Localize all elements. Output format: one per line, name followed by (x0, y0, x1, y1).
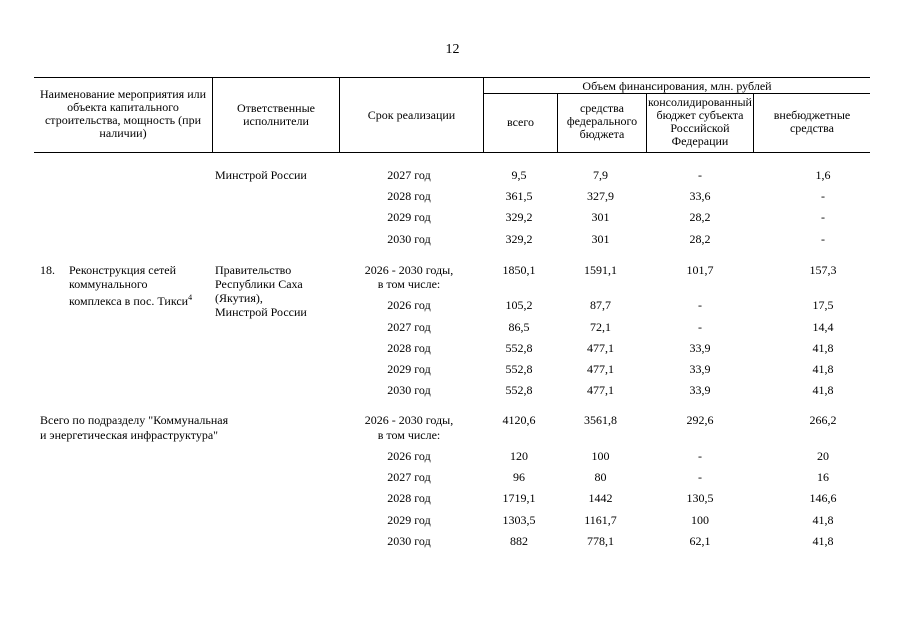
header-divider (212, 77, 213, 152)
total-cell: 1850,1 (502, 263, 536, 277)
federal-cell: 477,1 (587, 362, 614, 376)
term-cell: в том числе: (377, 277, 441, 291)
table-row (0, 168, 905, 184)
total-cell: 96 (513, 470, 525, 484)
total-cell: 120 (510, 449, 528, 463)
federal-cell: 7,9 (593, 168, 608, 182)
header-federal: средства федерального бюджета (566, 101, 638, 141)
federal-cell: 1442 (588, 491, 613, 505)
term-cell: 2028 год (387, 491, 431, 505)
regional-cell: - (698, 470, 702, 484)
extra-cell: 20 (817, 449, 829, 463)
footnote-marker: 4 (188, 293, 193, 302)
term-cell: 2029 год (387, 210, 431, 224)
extra-cell: 41,8 (812, 383, 834, 397)
header-name: Наименование мероприятия или объекта капитального строительства, мощность (при наличии) (39, 87, 207, 140)
regional-cell: - (698, 298, 702, 312)
term-cell: 2029 год (387, 513, 431, 527)
term-cell: 2026 год (387, 298, 431, 312)
table-row (0, 298, 905, 314)
federal-cell: 87,7 (590, 298, 611, 312)
header-funding: Объем финансирования, млн. рублей (582, 79, 772, 93)
federal-cell: 1161,7 (584, 513, 617, 527)
total-cell: 86,5 (508, 320, 530, 334)
summary-row (0, 413, 905, 429)
regional-cell: 33,9 (689, 341, 711, 355)
term-cell: 2030 год (387, 232, 431, 246)
extra-cell: 157,3 (809, 263, 837, 277)
extra-cell: 41,8 (812, 362, 834, 376)
executor-line: Республики Саха (215, 277, 303, 291)
term-cell: 2026 - 2030 годы, (364, 263, 454, 277)
total-cell: 552,8 (505, 362, 533, 376)
summary-row-cont (0, 277, 905, 293)
item-number: 18. (40, 263, 55, 277)
term-cell: в том числе: (377, 428, 441, 442)
executor-line: Минстрой России (215, 305, 307, 319)
regional-cell: 101,7 (686, 263, 714, 277)
extra-cell: - (821, 232, 825, 246)
extra-cell: 41,8 (812, 341, 834, 355)
total-cell: 882 (510, 534, 528, 548)
regional-cell: 292,6 (686, 413, 714, 427)
subtotal-name-line: и энергетическая инфраструктура" (40, 428, 219, 442)
header-executors: Ответственные исполнители (237, 101, 315, 128)
item-name-line: коммунального (69, 277, 148, 291)
extra-cell: 14,4 (812, 320, 834, 334)
regional-cell: - (698, 320, 702, 334)
federal-cell: 3561,8 (584, 413, 617, 427)
total-cell: 105,2 (505, 298, 533, 312)
term-cell: 2026 год (387, 449, 431, 463)
table-row (0, 491, 905, 507)
term-cell: 2028 год (387, 341, 431, 355)
federal-cell: 477,1 (587, 341, 614, 355)
header-regional: консолидированный бюджет субъекта Российской Федерации (648, 95, 752, 148)
header-extra: внебюджетные средства (773, 108, 851, 135)
table-row (0, 362, 905, 378)
federal-cell: 1591,1 (584, 263, 617, 277)
executor: Минстрой России (215, 168, 307, 182)
extra-cell: 146,6 (809, 491, 837, 505)
total-cell: 4120,6 (502, 413, 536, 427)
extra-cell: 41,8 (812, 534, 834, 548)
item-name-text: комплекса в пос. Тикси (69, 294, 189, 308)
extra-cell: 16 (817, 470, 829, 484)
regional-cell: 33,6 (689, 189, 711, 203)
federal-cell: 477,1 (587, 383, 614, 397)
federal-cell: 100 (591, 449, 610, 463)
term-cell: 2026 - 2030 годы, (364, 413, 454, 427)
federal-cell: 778,1 (587, 534, 614, 548)
header-total: всего (506, 115, 535, 129)
item-name-line: Реконструкция сетей (69, 263, 177, 277)
total-cell: 9,5 (511, 168, 527, 182)
table-row (0, 470, 905, 486)
term-cell: 2030 год (387, 534, 431, 548)
executor-line: (Якутия), (215, 291, 263, 305)
federal-cell: 327,9 (587, 189, 614, 203)
regional-cell: 100 (691, 513, 709, 527)
regional-cell: 28,2 (689, 210, 711, 224)
extra-cell: - (821, 210, 825, 224)
table-row (0, 449, 905, 465)
extra-cell: 41,8 (812, 513, 834, 527)
term-cell: 2029 год (387, 362, 431, 376)
funding-subheader-rule (483, 93, 870, 94)
table-row (0, 341, 905, 357)
term-cell: 2030 год (387, 383, 431, 397)
total-cell: 1719,1 (502, 491, 536, 505)
subtotal-name-line: Всего по подразделу "Коммунальная (40, 413, 229, 427)
regional-cell: - (698, 449, 702, 463)
regional-cell: - (698, 168, 702, 182)
total-cell: 1303,5 (502, 513, 536, 527)
regional-cell: 130,5 (686, 491, 714, 505)
table-row (0, 210, 905, 226)
term-cell: 2028 год (387, 189, 431, 203)
federal-cell: 72,1 (590, 320, 611, 334)
total-cell: 552,8 (505, 341, 533, 355)
executor-line: Правительство (215, 263, 292, 277)
header-bottom-rule (34, 152, 870, 153)
table-row (0, 513, 905, 529)
term-cell: 2027 год (387, 168, 431, 182)
federal-cell: 301 (591, 232, 610, 246)
table-row (0, 383, 905, 399)
header-divider (557, 93, 558, 152)
table-row (0, 232, 905, 248)
regional-cell: 28,2 (689, 232, 711, 246)
federal-cell: 301 (591, 210, 610, 224)
header-term: Срок реализации (367, 108, 456, 122)
total-cell: 329,2 (505, 210, 533, 224)
term-cell: 2027 год (387, 320, 431, 334)
total-cell: 329,2 (505, 232, 533, 246)
header-top-rule (34, 77, 870, 78)
extra-cell: 266,2 (809, 413, 837, 427)
regional-cell: 33,9 (689, 383, 711, 397)
total-cell: 361,5 (505, 189, 533, 203)
page-number: 12 (445, 42, 460, 57)
regional-cell: 33,9 (689, 362, 711, 376)
regional-cell: 62,1 (689, 534, 711, 548)
extra-cell: 1,6 (815, 168, 831, 182)
term-cell: 2027 год (387, 470, 431, 484)
extra-cell: 17,5 (812, 298, 834, 312)
total-cell: 552,8 (505, 383, 533, 397)
table-row (0, 189, 905, 205)
table-row (0, 320, 905, 336)
extra-cell: - (821, 189, 825, 203)
federal-cell: 80 (594, 470, 607, 484)
table-row (0, 534, 905, 550)
summary-row-cont (0, 428, 905, 444)
